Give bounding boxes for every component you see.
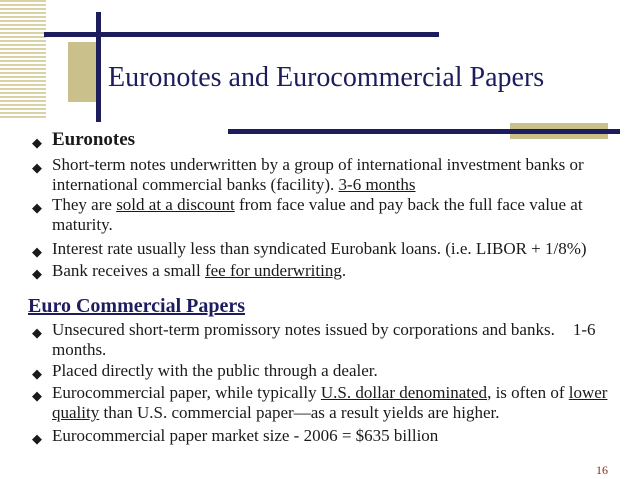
underlined-term: lower quality	[52, 383, 608, 422]
diamond-bullet-icon: ◆	[32, 325, 42, 340]
underlined-term: U.S. dollar denominated	[320, 383, 488, 402]
underlined-term: sold at a discount	[116, 195, 235, 214]
slide-title: Euronotes and Eurocommercial Papers	[108, 62, 545, 93]
bullet-item	[32, 261, 632, 281]
diamond-bullet-icon: ◆	[32, 388, 42, 403]
diamond-bullet-icon: ◆	[32, 160, 42, 175]
diamond-bullet-icon: ◆	[32, 266, 42, 281]
diamond-bullet-icon: ◆	[32, 431, 42, 446]
bullet-item	[32, 361, 632, 381]
bullet-text: Bank receives a small fee for underwriting.	[52, 261, 347, 280]
bullet-text: Interest rate usually less than syndicated Eurobank loans. (i.e. LIBOR + 1/8%)	[52, 239, 587, 258]
bullet-item	[32, 239, 632, 259]
bullet-text: Eurocommercial paper market size - 2006 = $635 billion	[52, 426, 439, 445]
bullet-item	[32, 426, 632, 446]
bullet-heading-euronotes	[32, 130, 632, 150]
diamond-bullet-icon: ◆	[32, 135, 42, 150]
euronotes-heading: Euronotes	[52, 129, 136, 150]
bullet-text: They are sold at a discount from face value and pay back the full face value at maturity.	[52, 195, 583, 234]
section-heading-euro-commercial-papers: Euro Commercial Papers	[28, 295, 246, 317]
bullet-item	[32, 320, 632, 360]
diamond-bullet-icon: ◆	[32, 366, 42, 381]
bullet-item	[32, 383, 632, 423]
bullet-text: Placed directly with the public through a dealer.	[52, 361, 378, 380]
diamond-bullet-icon: ◆	[32, 244, 42, 259]
diamond-bullet-icon: ◆	[32, 200, 42, 215]
underlined-term: 3-6 months	[338, 175, 416, 194]
bullet-text: Unsecured short-term promissory notes issued by corporations and banks. 1-6 months.	[52, 320, 596, 359]
underlined-term: fee for underwriting	[204, 261, 342, 280]
bullet-text: Eurocommercial paper, while typically U.S. dollar denominated, is often of lower quality than U.S. commercial paper—as a result yields are higher.	[52, 383, 608, 422]
bullet-item	[32, 195, 632, 235]
bullet-item	[32, 155, 632, 195]
bullet-text: Short-term notes underwritten by a group of international investment banks or international commercial banks (facility). 3-6 months	[52, 155, 584, 194]
page-number: 16	[596, 463, 608, 477]
